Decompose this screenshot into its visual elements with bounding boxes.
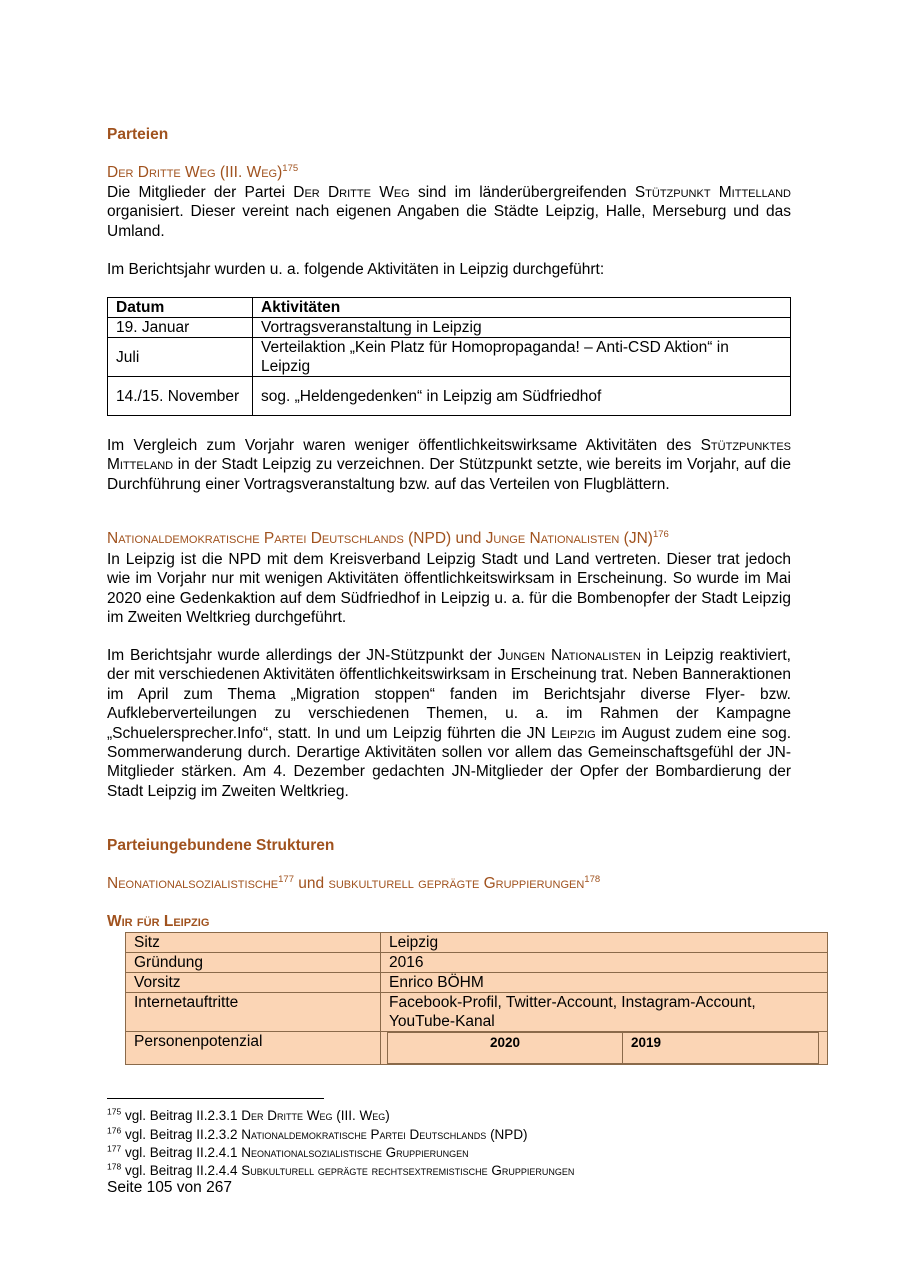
text-fragment: vgl. Beitrag II.2.4.1 xyxy=(121,1145,242,1160)
heading-wir-fuer-leipzig: Wir für Leipzig xyxy=(107,913,210,930)
year-2020-header: 2020 xyxy=(388,1033,623,1064)
table-row xyxy=(126,973,828,993)
table-cell-activity: sog. „Heldengedenken“ in Leipzig am Südfriedhof xyxy=(253,377,791,416)
table-cell-activity: Verteilaktion „Kein Platz für Homopropaganda! – Anti-CSD Aktion“ in Leipzig xyxy=(253,338,791,377)
heading-connector: und xyxy=(294,875,329,892)
table-row xyxy=(126,993,828,1032)
potential-year-table xyxy=(387,1032,819,1064)
table-cell-date: 14./15. November xyxy=(108,377,253,416)
footnote-ref-175: 175 xyxy=(282,162,299,174)
text-fragment: organisiert. Dieser vereint nach eigenen Angaben die Städte Leipzig, Halle, Merseburg und das Umland. xyxy=(107,203,791,240)
table-row xyxy=(126,1032,828,1065)
footnote-separator xyxy=(107,1098,324,1099)
text-fragment: vgl. Beitrag II.2.4.4 xyxy=(121,1163,242,1178)
jn-leipzig-name: Leipzig xyxy=(550,724,596,742)
heading-dritter-weg xyxy=(107,164,298,182)
paragraph-dritter-weg-comparison xyxy=(107,436,791,494)
footnote-title: Der Dritte Weg xyxy=(241,1108,333,1123)
footnote-number: 178 xyxy=(107,1161,122,1172)
profile-label: Sitz xyxy=(126,933,381,953)
wir-fuer-leipzig-profile-table xyxy=(125,932,828,1065)
text-fragment: in der Stadt Leipzig zu verzeichnen. Der Stützpunkt setzte, wie bereits im Vorjahr, auf die Durchführung einer Vortragsveranstaltung bzw. auf das Verteilen von Flugblättern. xyxy=(107,456,791,493)
heading-jn-abbr: (JN) xyxy=(619,530,653,547)
footnote-ref-177: 177 xyxy=(278,873,294,885)
table-row xyxy=(126,953,828,973)
text-fragment: Die Mitglieder der Partei xyxy=(107,184,294,201)
text-fragment: (NPD) xyxy=(486,1127,528,1142)
section-heading-parteiungebunden: Parteiungebundene Strukturen xyxy=(107,837,335,854)
profile-value: Enrico BÖHM xyxy=(381,973,828,993)
table-header-row xyxy=(108,298,791,318)
heading-neonazi: Neonationalsozialistische xyxy=(107,875,279,892)
heading-subkultur: subkulturell geprägte Gruppierungen xyxy=(328,875,585,892)
footnote-number: 175 xyxy=(107,1106,122,1117)
profile-value: Leipzig xyxy=(381,933,828,953)
paragraph-jn-stuetzpunkt xyxy=(107,646,791,801)
column-header-aktivitaeten: Aktivitäten xyxy=(253,298,791,318)
profile-value: 2016 xyxy=(381,953,828,973)
paragraph-dritter-weg-intro xyxy=(107,183,791,241)
paragraph-activities-intro: Im Berichtsjahr wurden u. a. folgende Aktivitäten in Leipzig durchgeführt: xyxy=(107,261,605,278)
footnote-number: 176 xyxy=(107,1125,122,1136)
table-row xyxy=(126,933,828,953)
text-fragment: vgl. Beitrag II.2.3.1 xyxy=(121,1108,242,1123)
heading-dritter-weg-abbr: (III. Weg) xyxy=(215,164,283,181)
footnote-title: Nationaldemokratische Partei Deutschlands xyxy=(241,1127,487,1142)
heading-npd-jn xyxy=(107,530,669,548)
profile-label: Vorsitz xyxy=(126,973,381,993)
table-cell-date: 19. Januar xyxy=(108,318,253,338)
year-2019-header: 2019 xyxy=(623,1033,819,1064)
text-fragment: Im Berichtsjahr wurde allerdings der JN-Stützpunkt der xyxy=(107,647,498,664)
table-row xyxy=(108,338,791,377)
page-number: Seite 105 von 267 xyxy=(107,1179,232,1196)
heading-neonazi-subkultur xyxy=(107,875,600,893)
paragraph-npd-leipzig: In Leipzig ist die NPD mit dem Kreisverband Leipzig Stadt und Land vertreten. Dieser trat jedoch wie im Vorjahr nur mit wenigen Aktivitäten öffentlichkeitswirksam in Erscheinung. So wurde im Mai 2020 eine Gedenkaktion auf dem Südfriedhof in Leipzig u. a. für die Bombenopfer der Stadt Leipzig im Zweiten Weltkrieg durchgeführt. xyxy=(107,551,791,627)
text-fragment: (III. xyxy=(332,1108,360,1123)
profile-label: Personenpotenzial xyxy=(126,1032,381,1065)
footnote-title: Weg xyxy=(359,1108,386,1123)
heading-dritter-weg-name: Der Dritte Weg xyxy=(107,164,216,181)
stuetzpunkt-name: Stützpunkt Mittelland xyxy=(634,184,791,201)
text-fragment: ) xyxy=(385,1108,390,1123)
heading-npd-abbr: (NPD) und xyxy=(403,530,486,547)
text-fragment: Im Vergleich zum Vorjahr waren weniger öffentlichkeitswirksame Aktivitäten des xyxy=(107,437,701,454)
table-row xyxy=(388,1033,819,1064)
heading-jn-name: Junge Nationalisten xyxy=(485,530,620,547)
profile-label: Internetauftritte xyxy=(126,993,381,1032)
text-fragment: sind im länderübergreifenden xyxy=(409,184,635,201)
footnote-177 xyxy=(107,1144,469,1161)
activities-table xyxy=(107,297,791,416)
column-header-datum: Datum xyxy=(108,298,253,318)
footnote-ref-176: 176 xyxy=(652,528,669,540)
footnote-number: 177 xyxy=(107,1143,122,1154)
stuetzpunkt-name: Stützpunktes Mitteland xyxy=(107,437,791,474)
footnote-ref-178: 178 xyxy=(584,873,601,885)
potential-cell xyxy=(381,1032,828,1065)
footnote-title: Subkulturell geprägte rechtsextremistische Gruppierungen xyxy=(241,1163,575,1178)
text-fragment: im August zudem eine sog. Sommerwanderung durch. Derartige Aktivitäten sollen vor allem das Gemeinschaftsgefühl der JN-Mitglieder stärken. Am 4. Dezember gedachten JN-Mitglieder der Opfer der Bombardierung der Stadt Leipzig im Zweiten Weltkrieg. xyxy=(107,724,791,800)
table-row xyxy=(108,377,791,416)
footnote-title: Neonationalsozialistische Gruppierungen xyxy=(241,1145,469,1160)
party-name: Der Dritte Weg xyxy=(293,184,410,201)
footnote-176 xyxy=(107,1126,528,1143)
profile-label: Gründung xyxy=(126,953,381,973)
section-heading-parteien: Parteien xyxy=(107,126,169,143)
table-cell-date: Juli xyxy=(108,338,253,377)
table-row xyxy=(108,318,791,338)
text-fragment: vgl. Beitrag II.2.3.2 xyxy=(121,1127,242,1142)
text-fragment: in Leipzig reaktiviert, der mit verschiedenen Aktivitäten öffentlichkeitswirksam in Erscheinung trat. Neben Banneraktionen im April zum Thema „Migration stoppen“ fanden im Berichtsjahr diverse Flyer- bzw. Aufkleberverteilungen zu verschiedenen Themen, u. a. im Rahmen der Kampagne „Schuelersprecher.Info“, statt. In und um Leipzig führten die JN xyxy=(107,647,791,742)
jn-name: Jungen Nationalisten xyxy=(497,647,641,664)
footnote-175 xyxy=(107,1107,390,1124)
heading-npd-name: Nationaldemokratische Partei Deutschlands xyxy=(107,530,404,547)
table-cell-activity: Vortragsveranstaltung in Leipzig xyxy=(253,318,791,338)
profile-value: Facebook-Profil, Twitter-Account, Instagram-Account, YouTube-Kanal xyxy=(381,993,828,1032)
footnote-178 xyxy=(107,1162,574,1179)
